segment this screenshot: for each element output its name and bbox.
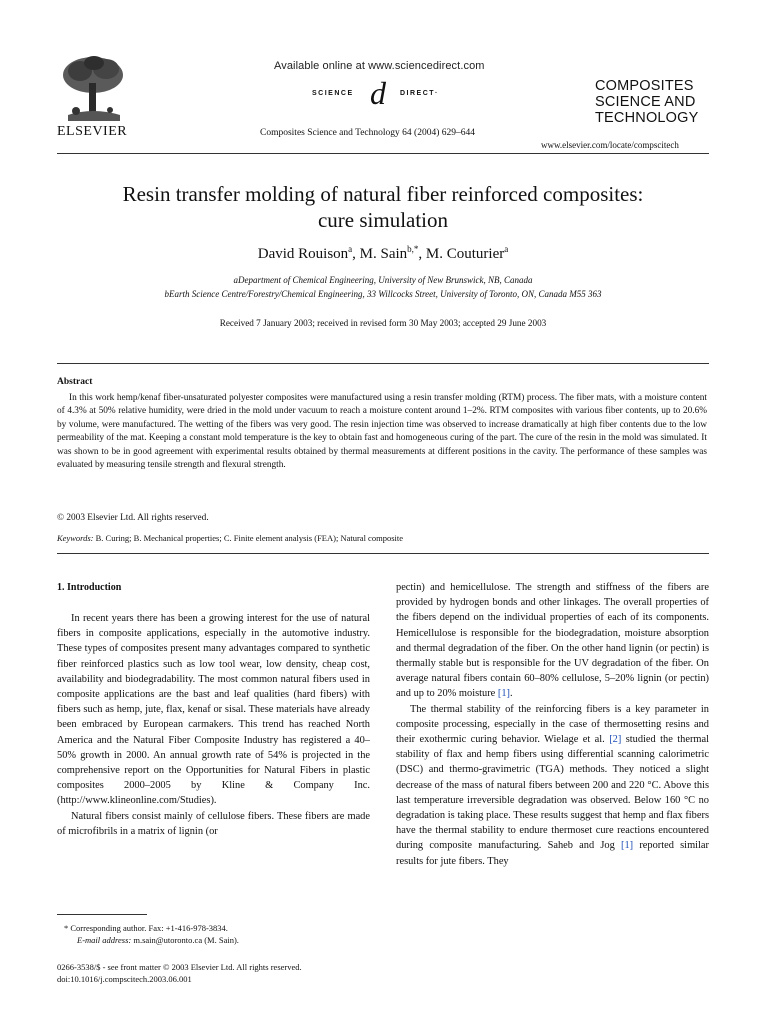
corresponding-author-note: * Corresponding author. Fax: +1-416-978-3834. <box>64 923 228 933</box>
affiliation-b: bEarth Science Centre/Forestry/Chemical Engineering, 33 Willcocks Street, University of Toronto, ON, Canada M55 363 <box>164 289 602 299</box>
affiliation-a: aDepartment of Chemical Engineering, University of New Brunswick, NB, Canada <box>233 275 533 285</box>
abstract-copyright: © 2003 Elsevier Ltd. All rights reserved. <box>57 513 209 523</box>
received-dates: Received 7 January 2003; received in revised form 30 May 2003; accepted 29 June 2003 <box>219 318 547 328</box>
author-affiliation-mark: a <box>348 244 353 254</box>
available-online-text: Available online at www.sciencedirect.com <box>274 60 485 72</box>
author-name: David Rouison <box>257 246 349 262</box>
header-divider <box>57 153 709 154</box>
article-title-line: Resin transfer molding of natural fiber reinforced composites: <box>122 182 644 206</box>
abstract-top-divider <box>57 363 709 364</box>
email-address[interactable]: m.sain@utoronto.ca (M. Sain). <box>131 935 239 945</box>
journal-title-line: TECHNOLOGY <box>595 110 699 126</box>
sciencedirect-at-icon: d <box>370 75 386 111</box>
body-paragraph <box>396 702 709 869</box>
footnote-divider <box>57 914 147 915</box>
author-name: M. Couturier <box>425 246 505 262</box>
publisher-name: ELSEVIER <box>57 124 128 139</box>
journal-url-link[interactable]: www.elsevier.com/locate/compscitech <box>541 140 679 150</box>
body-text: pectin) and hemicellulose. The strength and stiffness of the fibers are provided by hydrogen bonds and other linkages. The overall properties of the fibers depend on the individual properties of each of its components. Hemicellulose is responsible for the biodegradation, moisture absorption and thermal degradation of the fiber. On the other hand lignin (or pectin) is thermally stable but is responsible for the UV degradation of the fiber. On average natural fibers contain 60–80% cellulose, 5–20% lignin (or pectin) and up to 20% moisture <box>396 582 709 700</box>
author-list <box>57 244 709 263</box>
body-text: reported similar results for jute fibers. They <box>396 840 709 867</box>
body-text: . <box>510 688 513 700</box>
doi-link[interactable]: doi:10.1016/j.compscitech.2003.06.001 <box>57 974 192 984</box>
journal-reference: Composites Science and Technology 64 (2004) 629–644 <box>260 128 475 138</box>
elsevier-tree-logo <box>58 55 128 135</box>
elsevier-tree-icon <box>58 55 128 123</box>
citation-link[interactable]: [2] <box>609 734 622 746</box>
body-text: studied the thermal stability of flax and hemp fibers using differential scanning calorimetric (DSC) and thermo-gravimetric (TGA) methods. They noticed a slight decrease of the mass of natural fibers between 200 and 220 °C. Above this last temperature irreversible degradation was observed. Below 160 °C no degradation is taking place. These results suggest that hemp and flax fibers have the thermal stability to endure thermoset cure reactions encountered during composite manufacturing. Saheb and Jog <box>396 734 709 852</box>
author-affiliation-mark: a <box>504 244 509 254</box>
right-column <box>396 580 709 869</box>
keywords-label: Keywords: <box>57 533 94 543</box>
abstract-heading: Abstract <box>57 377 93 387</box>
abstract-bottom-divider <box>57 553 709 554</box>
citation-link[interactable]: [1] <box>621 840 634 852</box>
body-paragraph <box>396 580 709 702</box>
citation-link[interactable]: [1] <box>497 688 510 700</box>
journal-title-line: SCIENCE AND <box>595 94 696 110</box>
sciencedirect-logo-left: SCIENCE <box>312 90 354 97</box>
sciencedirect-logo-right: DIRECT· <box>400 90 439 97</box>
footnote <box>64 922 239 946</box>
article-title-line: cure simulation <box>317 208 449 232</box>
article-title <box>57 181 709 233</box>
sciencedirect-logo <box>312 75 472 112</box>
email-label: E-mail address: <box>77 935 132 945</box>
body-paragraph: Natural fibers consist mainly of cellulose fibers. These fibers are made of microfibrils in a matrix of lignin (or <box>57 810 370 837</box>
left-column <box>57 611 370 839</box>
body-text: The thermal stability of the reinforcing fibers is a key parameter in composite processing, especially in the case of thermosetting resins and their exothermic curing behavior. Wielage et al. <box>396 703 709 746</box>
bottom-meta <box>57 961 302 985</box>
keywords-list: B. Curing; B. Mechanical properties; C. Finite element analysis (FEA); Natural composite <box>93 533 403 543</box>
abstract-text: In this work hemp/kenaf fiber-unsaturated polyester composites were manufactured using a resin transfer molding (RTM) process. The fiber mats, with a moisture content of 4.3% at 50% relative humidity, were dried in the mold under vacuum to reach a moisture content around 1–2%. RTM composites with various fiber contents, up to 20.6% by volume, were manufactured. The wetting of the fibers was very good. The resin injection time was observed to increase dramatically at high fiber contents due to the low permeability of the mat. Keeping a constant mold temperature is the key to obtain fast and homogeneous curing of the part. The cure of the resin in the mold was simulated. It was shown to be in good agreement with experimental results obtained by thermal measurements at different positions in the cavity. The performance of these samples was evaluated by measuring tensile strength and flexural strength. <box>57 393 707 471</box>
body-paragraph: In recent years there has been a growing interest for the use of natural fibers in composite applications, especially in the automotive industry. These types of composites present many advantages compared to synthetic fiber reinforced plastics such as low tool wear, low density, cheap cost, availability and biodegradability. The most common natural fibers used in composite applications are the bast and leaf qualities (hard fibers) with fibers such as hemp, jute, flax, kenaf or sisal. These materials have already been embraced by European carmakers. This trend has reached North America and the Natural Fiber Composite Industry has registered a 40–50% growth in 2000. An annual growth rate of 54% is projected in the comprehensive report on the Opportunities for Natural Fibers in plastic composites 2000–2005 by Kline & Company Inc. (http://www.klineonline.com/Studies). <box>57 613 370 807</box>
author-affiliation-mark: b,* <box>407 244 419 254</box>
author-separator: , <box>352 246 360 262</box>
keywords <box>57 533 403 543</box>
journal-title <box>595 78 699 126</box>
section-heading: 1. Introduction <box>57 582 122 593</box>
author-name: M. Sain <box>359 246 408 262</box>
front-matter-text: 0266-3538/$ - see front matter © 2003 Elsevier Ltd. All rights reserved. <box>57 962 302 972</box>
email-note <box>64 934 239 946</box>
journal-title-line: COMPOSITES <box>595 78 694 94</box>
author-separator: , <box>418 246 426 262</box>
